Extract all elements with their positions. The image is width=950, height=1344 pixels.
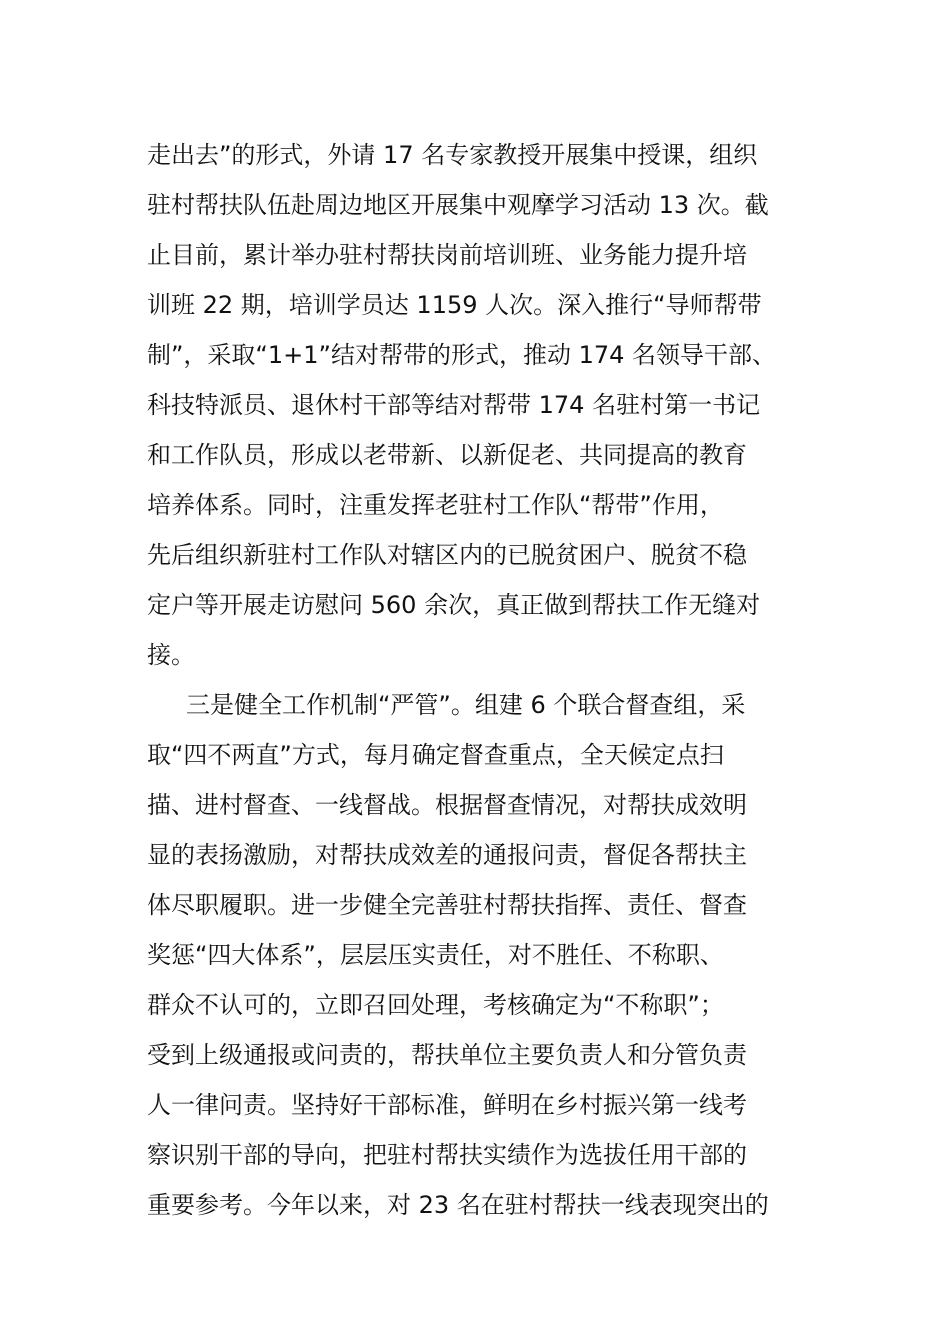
text-line: 培养体系。同时，注重发挥老驻村工作队“帮带”作用， xyxy=(147,491,724,519)
text-line: 训班 22 期，培训学员达 1159 人次。深入推行“导师帮带 xyxy=(147,291,762,319)
text-line: 和工作队员，形成以老带新、以新促老、共同提高的教育 xyxy=(147,441,747,469)
text-line: 重要参考。今年以来，对 23 名在驻村帮扶一线表现突出的 xyxy=(147,1191,769,1219)
text-line: 人一律问责。坚持好干部标准，鲜明在乡村振兴第一线考 xyxy=(147,1091,747,1119)
text-line: 驻村帮扶队伍赴周边地区开展集中观摩学习活动 13 次。截 xyxy=(147,191,769,219)
text-line: 科技特派员、退休村干部等结对帮带 174 名驻村第一书记 xyxy=(147,391,761,419)
text-line: 体尽职履职。进一步健全完善驻村帮扶指挥、责任、督查 xyxy=(147,891,747,919)
text-line: 取“四不两直”方式，每月确定督查重点，全天候定点扫 xyxy=(147,741,724,769)
body-text xyxy=(147,130,827,1230)
text-line: 受到上级通报或问责的，帮扶单位主要负责人和分管负责 xyxy=(147,1041,747,1069)
text-line: 群众不认可的，立即召回处理，考核确定为“不称职”； xyxy=(147,991,724,1019)
text-line: 定户等开展走访慰问 560 余次，真正做到帮扶工作无缝对 xyxy=(147,591,761,619)
text-line: 接。 xyxy=(147,641,195,669)
text-line: 显的表扬激励，对帮扶成效差的通报问责，督促各帮扶主 xyxy=(147,841,747,869)
text-line: 止目前，累计举办驻村帮扶岗前培训班、业务能力提升培 xyxy=(147,241,747,269)
text-line: 奖惩“四大体系”，层层压实责任，对不胜任、不称职、 xyxy=(147,941,724,969)
text-line: 察识别干部的导向，把驻村帮扶实绩作为选拔任用干部的 xyxy=(147,1141,747,1169)
text-line: 制”，采取“1+1”结对帮带的形式，推动 174 名领导干部、 xyxy=(147,341,777,369)
text-line: 走出去”的形式，外请 17 名专家教授开展集中授课，组织 xyxy=(147,141,758,169)
text-line: 先后组织新驻村工作队对辖区内的已脱贫困户、脱贫不稳 xyxy=(147,541,747,569)
paragraph-start-line: 三是健全工作机制“严管”。组建 6 个联合督查组，采 xyxy=(186,691,746,719)
text-line: 描、进村督查、一线督战。根据督查情况，对帮扶成效明 xyxy=(147,791,747,819)
